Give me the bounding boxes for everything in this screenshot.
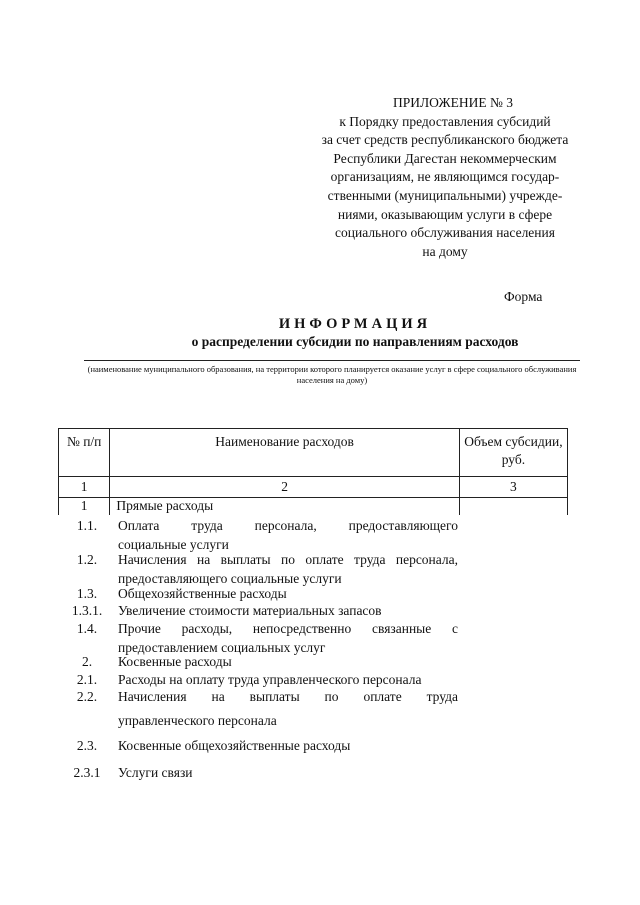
header-number	[59, 429, 110, 477]
item-number: 1.1.	[76, 518, 98, 533]
appendix-line: ственными (муниципальными) учрежде-	[327, 187, 563, 203]
item-text-continuation: предоставляющего социальные услуги	[118, 570, 342, 586]
header-amount	[459, 429, 567, 477]
item-text-continuation: управленческого персонала	[118, 713, 277, 728]
appendix-line: социального обслуживания населения	[335, 225, 555, 241]
item-text-line: Оплата труда персонала, предоставляющего	[118, 518, 458, 533]
table-row	[59, 498, 568, 516]
appendix-block	[300, 94, 590, 261]
item-text-line: Прочие расходы, непосредственно связанные с	[118, 621, 458, 636]
row-number-cell: 1	[59, 498, 110, 516]
header-amount-text: Объем субсидии, руб.	[464, 434, 563, 467]
item-text-continuation: социальные услуги	[118, 536, 229, 552]
item-text	[118, 517, 458, 554]
appendix-line: к Порядку предоставления субсидий	[339, 113, 551, 129]
column-number: 2	[281, 479, 288, 494]
item-text: Начисления на выплаты по оплате труда	[118, 689, 458, 704]
item-number: 1.2.	[76, 552, 98, 567]
appendix-title: ПРИЛОЖЕНИЕ № 3	[392, 95, 514, 110]
item-number: 1.3.1.	[71, 603, 103, 618]
item-text: Косвенные расходы	[118, 654, 232, 669]
row-name-cell: Прямые расходы	[110, 498, 459, 516]
item-number: 1.3.	[76, 586, 98, 601]
item-number: 2.3.1	[73, 765, 101, 780]
item-text: Услуги связи	[118, 765, 193, 780]
item-text: Увеличение стоимости материальных запасов	[118, 603, 382, 618]
appendix-line: на дому	[422, 243, 468, 259]
appendix-line: Республики Дагестан некоммерческим	[333, 150, 557, 166]
name-fill-line	[84, 360, 580, 361]
item-text-line: Начисления на выплаты по оплате труда персонала,	[118, 552, 458, 567]
table-column-numbers-row	[59, 477, 568, 498]
header-name	[110, 429, 459, 477]
item-number: 2.1.	[76, 672, 98, 687]
table-header-row	[59, 429, 568, 477]
item-text: Общехозяйственные расходы	[118, 586, 287, 601]
column-number-cell	[110, 477, 459, 498]
column-number: 3	[510, 479, 517, 494]
row-amount-cell	[459, 498, 567, 516]
item-text: Расходы на оплату труда управленческого персонала	[118, 672, 422, 687]
item-number: 2.3.	[76, 738, 98, 753]
item-text	[118, 551, 458, 588]
expenses-table	[58, 428, 568, 515]
document-subtitle: о распределении субсидии по направлениям расходов	[191, 334, 519, 349]
item-text: Косвенные общехозяйственные расходы	[118, 738, 351, 753]
column-number: 1	[80, 479, 88, 494]
item-text	[118, 620, 458, 657]
item-number: 1.4.	[76, 621, 98, 636]
appendix-line: ниями, оказывающим услуги в сфере	[337, 206, 553, 222]
appendix-line: организациям, не являющимся государ-	[330, 169, 560, 185]
form-label: Форма	[504, 289, 543, 304]
document-title: ИНФОРМАЦИЯ	[278, 316, 432, 332]
column-number-cell	[459, 477, 567, 498]
header-number-text: № п/п	[66, 434, 102, 449]
header-name-text: Наименование расходов	[215, 434, 354, 449]
item-text-continuation: предоставлением социальных услуг	[118, 639, 326, 655]
name-caption: (наименование муниципального образования, на территории которого планируется оказание услуг в сфере социального обслуживания населения на дому)	[87, 364, 577, 385]
appendix-line: за счет средств республиканского бюджета	[321, 132, 569, 148]
item-number: 2.2.	[76, 689, 98, 704]
column-number-cell	[59, 477, 110, 498]
item-number: 2.	[81, 654, 93, 669]
